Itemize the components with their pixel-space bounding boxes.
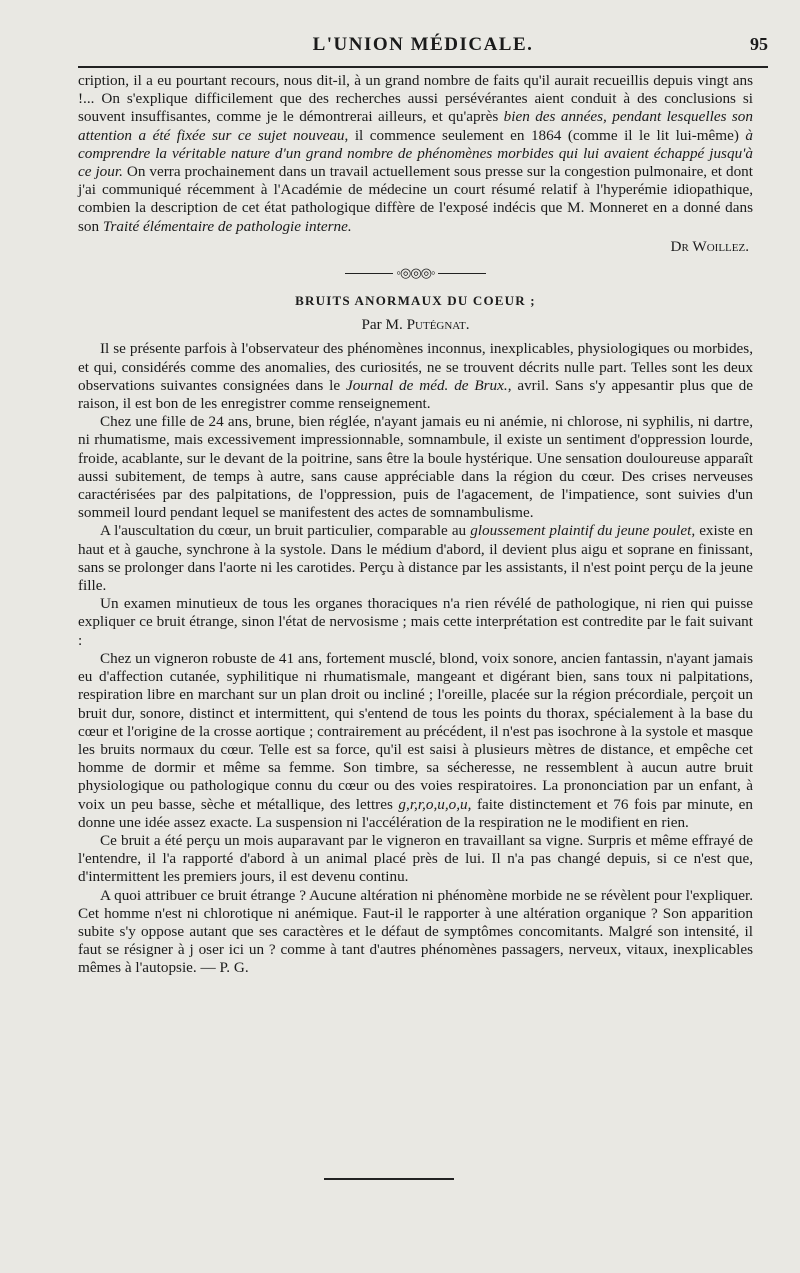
ornament-line-left <box>345 273 393 274</box>
author-prefix: Par M. <box>361 316 407 334</box>
p1-text-b: , avril. Sans s'y appesantir plus que de raison, il est bon de les enregistrer comme renseignement. <box>78 376 753 413</box>
footer-rule <box>324 1178 454 1180</box>
p3-italic: gloussement plaintif du jeune poulet, <box>470 522 696 540</box>
p1-text-a: Il se présente parfois à l'observateur des phénomènes inconnus, inexplicables, physiologiques ou morbides, et qui, considérés comme des anomalies, des curiosités, ne se trouvent décrits nulle part. Telles sont les deux observations suivantes consignées dans le <box>78 340 753 394</box>
article-paragraph-2: Chez une fille de 24 ans, brune, bien réglée, n'ayant jamais eu ni anémie, ni chlorose, ni syphilis, ni dartre, ni rhumatisme, mais excessivement impressionnable, somnambule, il existe un sentiment d'oppression lourde, froide, acablante, sur le devant de la poitrine, sans être la boule hystérique. Une sensation douloureuse apparaît aussi subitement, de temps à autre, sans cause appréciable dans la région du cœur. Des crises nerveuses caractérisées par des palpitations, de l'oppression, puis de l'agacement, de l'impatience, sont suivies d'un sommeil lourd pendant lequel se manifestent des actes de somnambulisme. <box>78 413 753 522</box>
page-number: 95 <box>750 34 768 54</box>
body-text <box>78 72 753 978</box>
author-name: Putégnat. <box>406 316 470 334</box>
intro-italic-2: à comprendre la véritable nature d'un grand nombre de phénomènes morbides qui lui avaient échappé jusqu'à ce jour. <box>78 126 754 181</box>
intro-text-2: , il commence seulement en 1864 (comme il le lit lui-même) <box>344 126 746 144</box>
article-paragraph-1 <box>78 340 753 413</box>
header-rule <box>78 66 768 68</box>
article-paragraph-4: Un examen minutieux de tous les organes thoraciques n'a rien révélé de pathologique, ni rien qui puisse expliquer ce bruit étrange, sinon l'état de nervosisme ; mais cette interprétation est contredite par le fait suivant : <box>78 595 753 649</box>
p5-italic: g,r,r,o,u,o,u, <box>398 795 472 813</box>
p3-text-b: existe en haut et à gauche, synchrone à la systole. Dans le médium d'abord, il devient plus aigu et soprane en finissant, sans se prolonger dans l'aorte ni les carotides. Perçu à distance par les assistants, il n'est point perçu de la jeune fille. <box>78 522 753 595</box>
article-title: BRUITS ANORMAUX DU COEUR ; <box>295 293 536 309</box>
intro-paragraph <box>78 72 753 236</box>
article-paragraph-7: A quoi attribuer ce bruit étrange ? Aucune altération ni phénomène morbide ne se révèlent pour l'expliquer. Cet homme n'est ni chlorotique ni anémique. Faut-il le rapporter à une altération organique ? Son apparition subite s'y oppose autant que ses caractères et le défaut de symptômes concomitants. Malgré son intensité, il faut se résigner à j oser ici un ? comme à tant d'autres phénomènes passagers, nerveux, vitaux, inexplicables mêmes à l'autopsie. — P. G. <box>78 886 753 977</box>
intro-italic-1: bien des années, pendant lesquelles son attention a été fixée sur ce sujet nouveau <box>78 108 753 144</box>
p3-text-a: A l'auscultation du cœur, un bruit particulier, comparable au <box>100 522 471 540</box>
running-title: L'UNION MÉDICALE. <box>312 34 534 55</box>
intro-text-3: On verra prochainement dans un travail actuellement sous presse sur la congestion pulmonaire, et dont j'ai communiqué récemment à l'Académie de médecine un court résumé relatif à l'hyperémie idiopathique, combien la description de cet état pathologique diffère de l'exposé indécis que M. Monneret en a donné dans son <box>78 163 753 235</box>
p5-text-b: faite distinctement et 76 fois par minute, en donne une idée assez exacte. La suspension ni l'accélération de la respiration ne le modifient en rien. <box>78 795 753 831</box>
article-paragraph-5 <box>78 650 753 832</box>
ornament-line-right <box>438 273 486 274</box>
article-author <box>78 316 753 334</box>
ornament-divider <box>78 262 753 284</box>
article-paragraph-6: Ce bruit a été perçu un mois auparavant par le vigneron en travaillant sa vigne. Surpris et même effrayé de l'entendre, il l'a rapporté d'abord à un animal placé près de lui. Il n'a pas changé depuis, si ce n'est que, d'intermittent les premiers jours, il est devenu continu. <box>78 831 753 886</box>
intro-italic-3: Traité élémentaire de pathologie interne. <box>102 217 352 235</box>
p1-italic: Journal de méd. de Brux. <box>345 376 508 394</box>
signature: Dr Woillez. <box>670 237 749 255</box>
intro-text-1: cription, il a eu pourtant recours, nous dit-il, à un grand nombre de faits qu'il aurait recueillis depuis vingt ans !... On s'explique difficilement que des recherches aussi persévérantes aient conduit à des conclusions si souvent insuffisantes, comme je le démontrerai ailleurs, et qu'après <box>78 72 753 126</box>
ornament-knots-icon: ◦◎◎◎◦ <box>396 264 435 280</box>
p5-text-a: Chez un vigneron robuste de 41 ans, fortement musclé, blond, voix sonore, ancien fantassin, n'ayant jamais eu d'affection cutanée, syphilitique ni rhumatismale, mangeant et digérant bien, sans toux ni palpitations, respiration libre en marchant sur un plan droit ou incliné ; l'oreille, placée sur la région précordiale, perçoit un bruit dur, sonore, distinct et intermittent, qui s'entend de tous les points du thorax, spécialement à la base du cœur et l'origine de la crosse aortique ; contrairement au précédent, il n'est pas isochrone à la systole et masque les bruits normaux du cœur. Telle est sa force, qu'il est saisi à plusieurs mètres de distance, et empêche cet homme de dormir et même sa femme. Son timbre, sa sécheresse, ne ressemblent à aucun autre bruit physiologique ou pathologique connu du cœur ou des voies respiratoires. La prononciation par un enfant, à voix un peu basse, sèche et métallique, des lettres <box>78 649 753 813</box>
page-header <box>78 30 768 58</box>
article-paragraph-3 <box>78 522 753 595</box>
